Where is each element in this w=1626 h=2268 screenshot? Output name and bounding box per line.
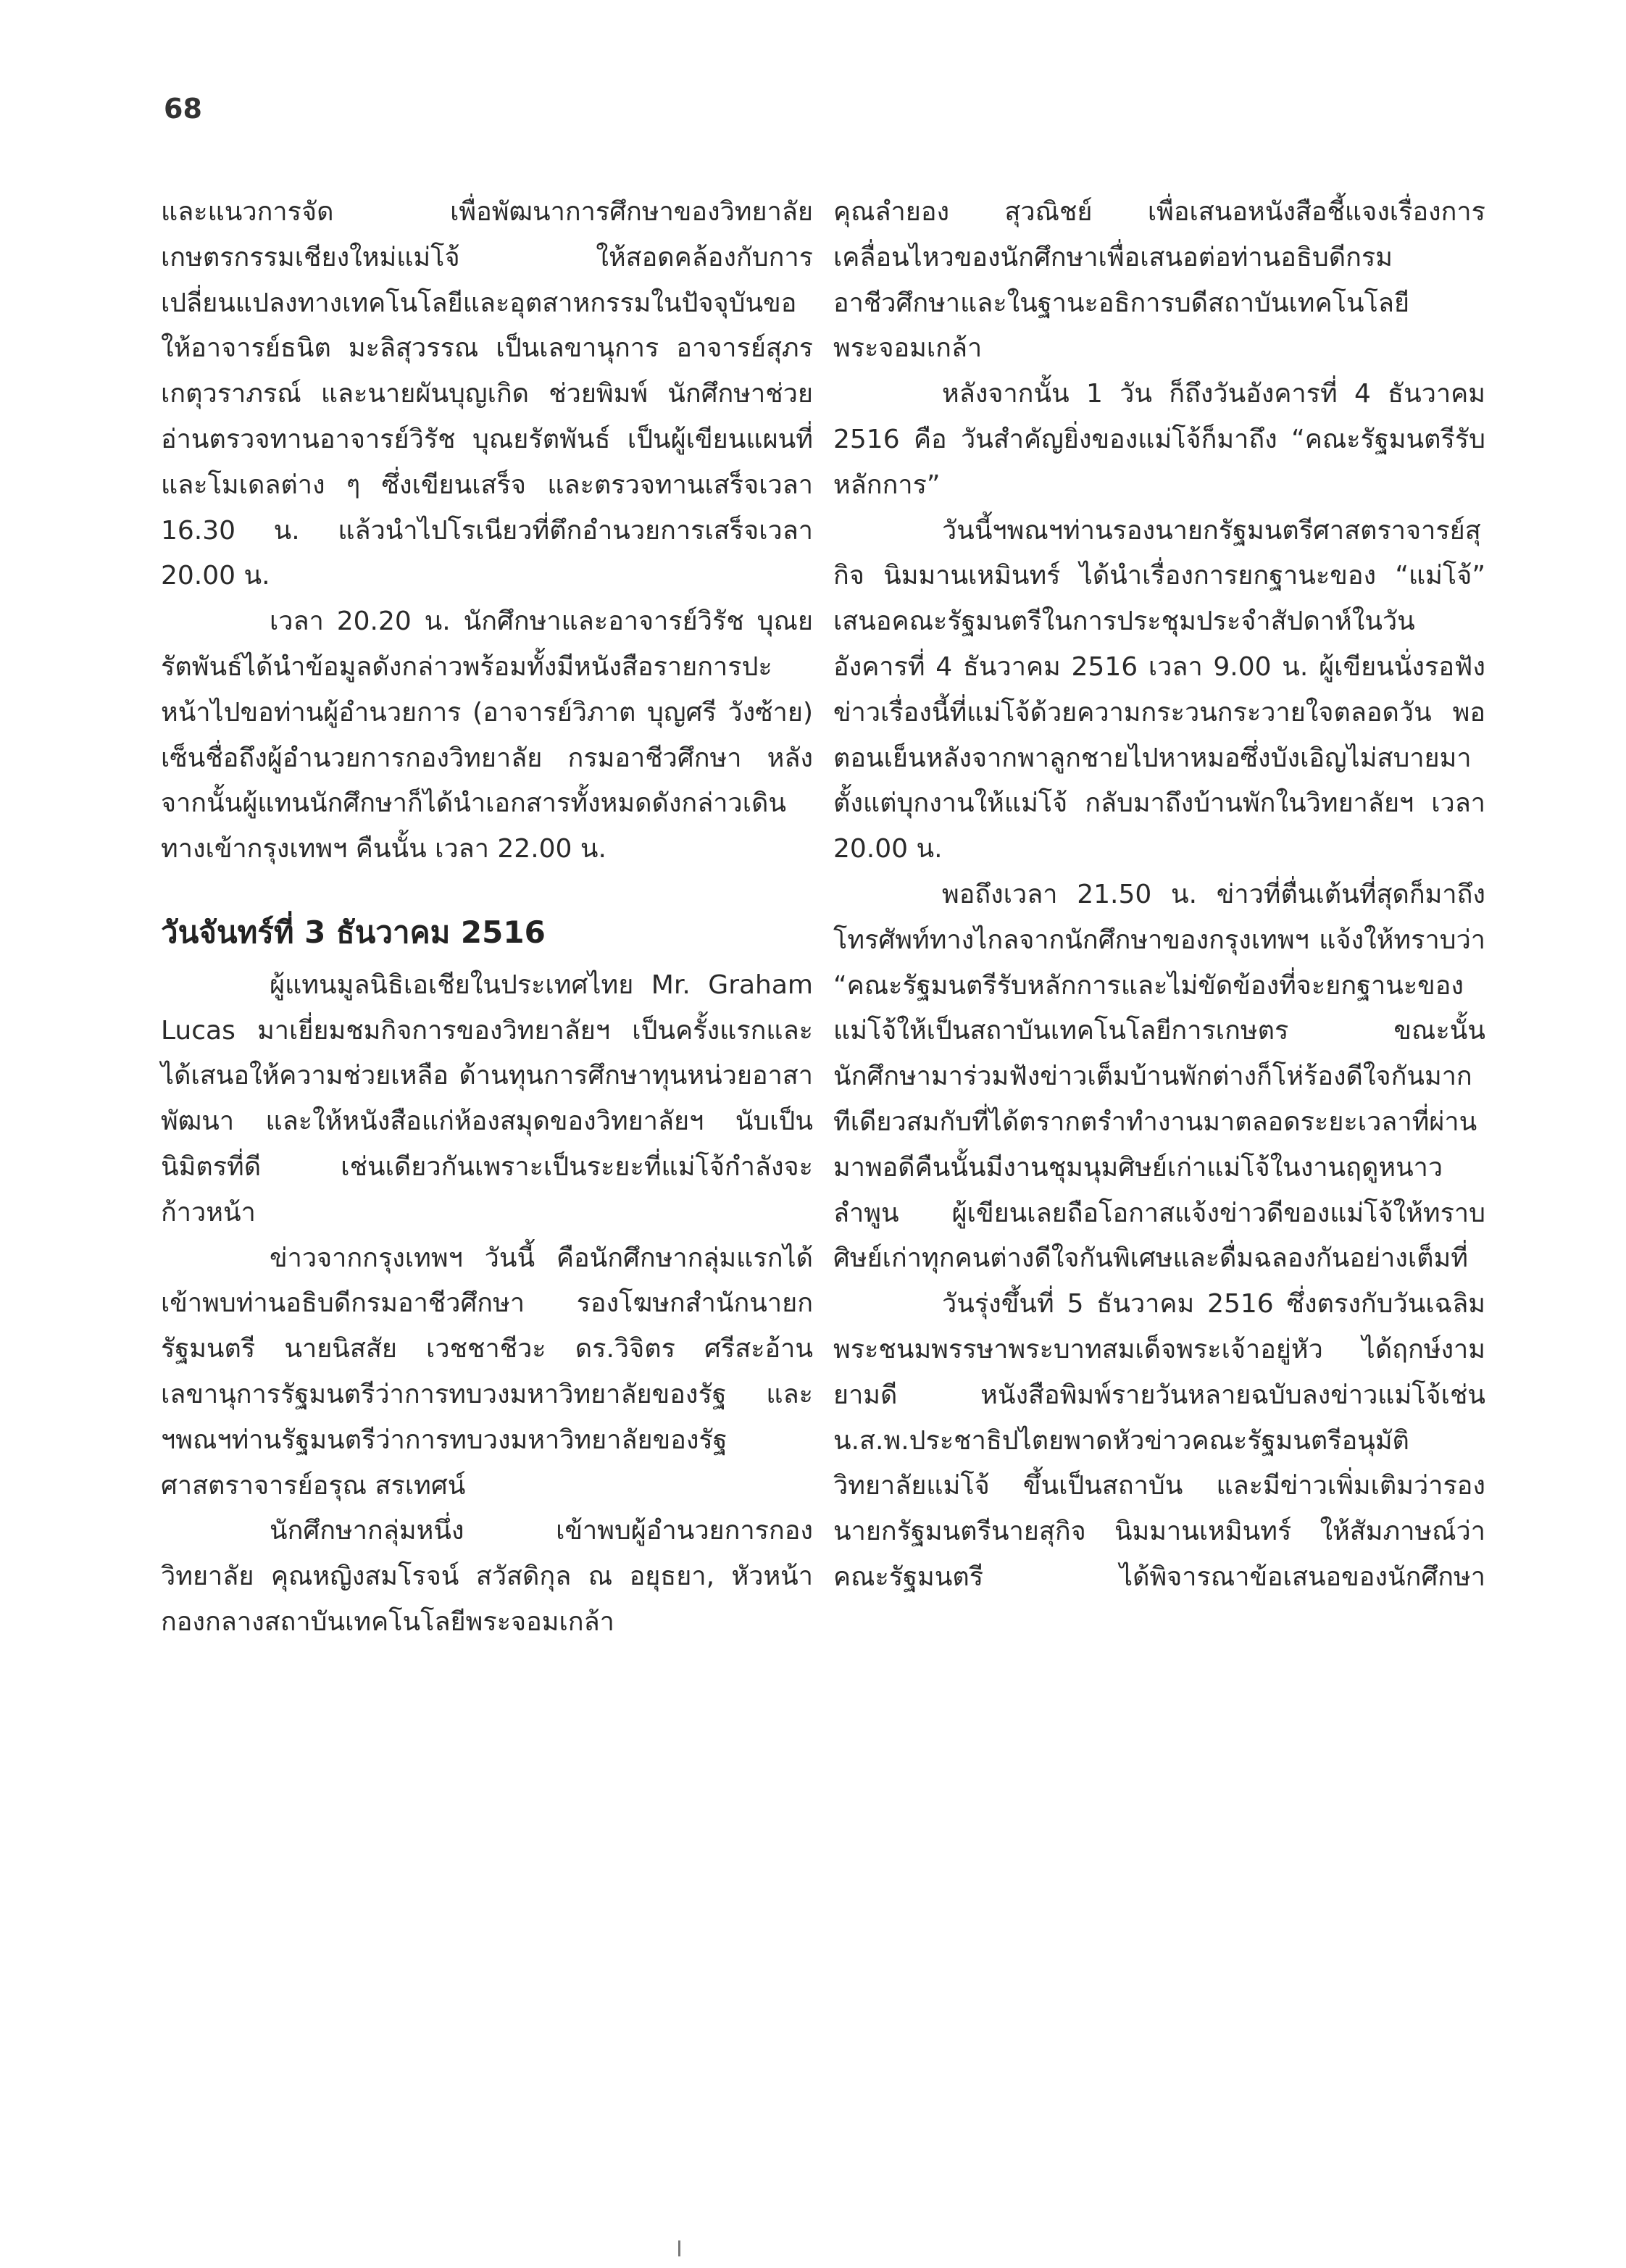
left-paragraph-4: ข่าวจากกรุงเทพฯ วันนี้ คือนักศึกษากลุ่มแรกได้เข้าพบท่านอธิบดีกรมอาชีวศึกษา รองโฆษกสำนักนายกรัฐมนตรี นายนิสสัย เวชชาชีวะ ดร.วิจิตร ศรีสะอ้าน เลขานุการรัฐมนตรีว่าการทบวงมหาวิทยาลัยของรัฐ และฯพณฯท่านรัฐมนตรีว่าการทบวงมหาวิทยาลัยของรัฐ ศาสตราจารย์อรุณ สรเทศน์: [161, 1243, 813, 1501]
left-column: [161, 190, 813, 1646]
right-paragraph-4: พอถึงเวลา 21.50 น. ข่าวที่ตื่นเต้นที่สุดก็มาถึงโทรศัพท์ทางไกลจากนักศึกษาของกรุงเทพฯ แจ้งให้ทราบว่า “คณะรัฐมนตรีรับหลักการและไม่ขัดข้องที่จะยกฐานะของแม่โจ้ให้เป็นสถาบันเทคโนโลยีการเกษตร ขณะนั้นนักศึกษามาร่วมฟังข่าวเต็มบ้านพักต่างก็โห่ร้องดีใจกันมากทีเดียวสมกับที่ได้ตรากตรำทำงานมาตลอดระยะเวลาที่ผ่านมาพอดีคืนนั้นมีงานชุมนุมศิษย์เก่าแม่โจ้ในงานฤดูหนาวลำพูน ผู้เขียนเลยถือโอกาสแจ้งข่าวดีของแม่โจ้ให้ทราบ ศิษย์เก่าทุกคนต่างดีใจกันพิเศษและดื่มฉลองกันอย่างเต็มที่: [833, 879, 1485, 1274]
left-paragraph-2: เวลา 20.20 น. นักศึกษาและอาจารย์วิรัช บุณยรัตพันธ์ได้นำข้อมูลดังกล่าวพร้อมทั้งมีหนังสือรายการปะหน้าไปขอท่านผู้อำนวยการ (อาจารย์วิภาต บุญศรี วังซ้าย) เซ็นชื่อถึงผู้อำนวยการกองวิทยาลัย กรมอาชีวศึกษา หลังจากนั้นผู้แทนนักศึกษาก็ได้นำเอกสารทั้งหมดดังกล่าวเดินทางเข้ากรุงเทพฯ คืนนั้น เวลา 22.00 น.: [161, 606, 813, 864]
right-column: [833, 190, 1485, 1601]
right-paragraph-2: หลังจากนั้น 1 วัน ก็ถึงวันอังคารที่ 4 ธันวาคม 2516 คือ วันสำคัญยิ่งของแม่โจ้ก็มาถึง “คณะรัฐมนตรีรับหลักการ”: [833, 379, 1485, 500]
gutter-mark: [678, 2240, 680, 2256]
left-paragraph-1: และแนวการจัด เพื่อพัฒนาการศึกษาของวิทยาลัยเกษตรกรรมเชียงใหม่แม่โจ้ ให้สอดคล้องกับการเปลี่ยนแปลงทางเทคโนโลยีและอุตสาหกรรมในปัจจุบันขอให้อาจารย์ธนิต มะลิสุวรรณ เป็นเลขานุการ อาจารย์สุภร เกตุวราภรณ์ และนายผันบุญเกิด ช่วยพิมพ์ นักศึกษาช่วยอ่านตรวจทานอาจารย์วิรัช บุณยรัตพันธ์ เป็นผู้เขียนแผนที่และโมเดลต่าง ๆ ซึ่งเขียนเสร็จ และตรวจทานเสร็จเวลา 16.30 น. แล้วนำไปโรเนียวที่ตึกอำนวยการเสร็จเวลา 20.00 น.: [161, 197, 813, 591]
right-paragraph-3: วันนี้ฯพณฯท่านรองนายกรัฐมนตรีศาสตราจารย์สุกิจ นิมมานเหมินทร์ ได้นำเรื่องการยกฐานะของ “แม่โจ้” เสนอคณะรัฐมนตรีในการประชุมประจำสัปดาห์ในวันอังคารที่ 4 ธันวาคม 2516 เวลา 9.00 น. ผู้เขียนนั่งรอฟังข่าวเรื่องนี้ที่แม่โจ้ด้วยความกระวนกระวายใจตลอดวัน พอตอนเย็นหลังจากพาลูกชายไปหาหมอซึ่งบังเอิญไม่สบายมาตั้งแต่บุกงานให้แม่โจ้ กลับมาถึงบ้านพักในวิทยาลัยฯ เวลา 20.00 น.: [833, 515, 1485, 864]
right-paragraph-5: วันรุ่งขึ้นที่ 5 ธันวาคม 2516 ซึ่งตรงกับวันเฉลิมพระชนมพรรษาพระบาทสมเด็จพระเจ้าอยู่หัว ได้ฤกษ์งามยามดี หนังสือพิมพ์รายวันหลายฉบับลงข่าวแม่โจ้เช่น น.ส.พ.ประชาธิปไตยพาดหัวข่าวคณะรัฐมนตรีอนุมัติวิทยาลัยแม่โจ้ ขึ้นเป็นสถาบัน และมีข่าวเพิ่มเติมว่ารองนายกรัฐมนตรีนายสุกิจ นิมมานเหมินทร์ ให้สัมภาษณ์ว่าคณะรัฐมนตรี ได้พิจารณาข้อเสนอของนักศึกษา: [833, 1289, 1485, 1592]
left-paragraph-5: นักศึกษากลุ่มหนึ่ง เข้าพบผู้อำนวยการกองวิทยาลัย คุณหญิงสมโรจน์ สวัสดิกุล ณ อยุธยา, หัวหน้ากองกลางสถาบันเทคโนโลยีพระจอมเกล้า: [161, 1516, 813, 1637]
left-paragraph-3: ผู้แทนมูลนิธิเอเชียในประเทศไทย Mr. Graham Lucas มาเยี่ยมชมกิจการของวิทยาลัยฯ เป็นครั้งแรกและได้เสนอให้ความช่วยเหลือ ด้านทุนการศึกษาทุนหน่วยอาสาพัฒนา และให้หนังสือแก่ห้องสมุดของวิทยาลัยฯ นับเป็นนิมิตรที่ดี เช่นเดียวกันเพราะเป็นระยะที่แม่โจ้กำลังจะก้าวหน้า: [161, 970, 813, 1227]
right-paragraph-1: คุณลำยอง สุวณิชย์ เพื่อเสนอหนังสือชี้แจงเรื่องการเคลื่อนไหวของนักศึกษาเพื่อเสนอต่อท่านอธิบดีกรมอาชีวศึกษาและในฐานะอธิการบดีสถาบันเทคโนโลยีพระจอมเกล้า: [833, 197, 1485, 364]
section-heading-dec-3: วันจันทร์ที่ 3 ธันวาคม 2516: [161, 914, 546, 950]
page-number: 68: [164, 93, 202, 125]
